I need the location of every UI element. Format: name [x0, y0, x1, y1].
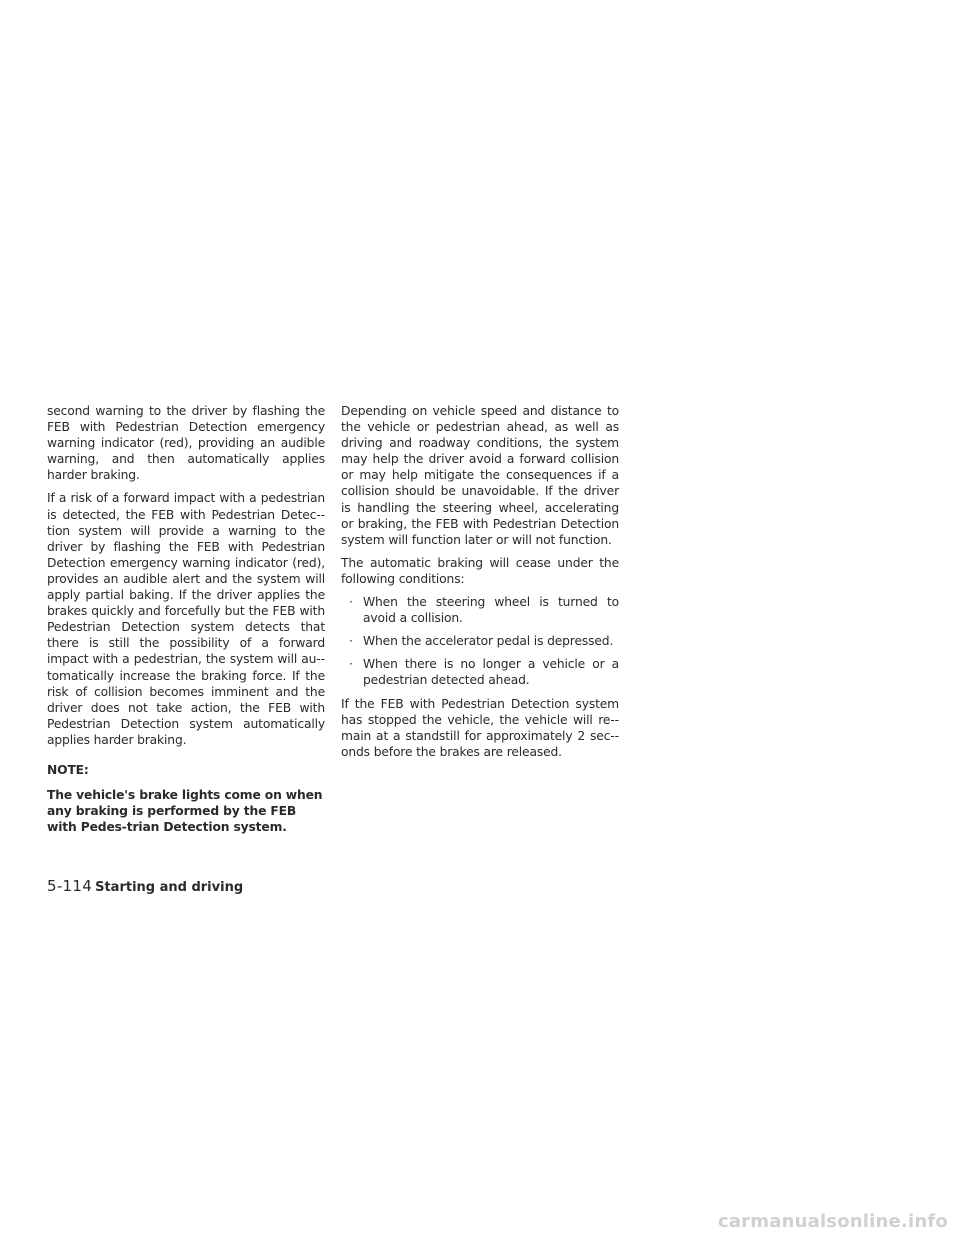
paragraph-vehicle-speed: Depending on vehicle speed and distance to the vehicle or pedestrian ahead, as well as driving and roadway conditions, the system may help the driver avoid a forward collision or may help mitigate the consequences if a collision should be unavoidable. If the driver is handling the steering wheel, accelerating or braking, the FEB with Pedestrian Detection system will function later or will not function. [341, 404, 619, 547]
paragraph-second-warning: second warning to the driver by flashing the FEB with Pedestrian Detection emergency warning indicator (red), providing an audible warning, and then automatically applies harder braking. [47, 404, 325, 483]
bullet-dot: · [349, 634, 353, 649]
page-number: 5-114 [47, 877, 93, 895]
page-footer [47, 877, 243, 895]
list-item [341, 633, 619, 649]
list-item [341, 594, 619, 626]
note-heading: NOTE: [47, 762, 89, 777]
paragraph-braking-cease: The automatic braking will cease under the following conditions: [341, 555, 619, 586]
condition-text: When the steering wheel is turned to avoid a collision. [363, 595, 619, 626]
bullet-dot: · [349, 595, 353, 610]
paragraph-pedestrian-impact: If a risk of a forward impact with a pedestrian is detected, the FEB with Pedestrian Detec-tion system will provide a warning to the driver by flashing the FEB with Pedestrian Detection emergency warning indicator (red), provides an audible alert and the system will apply partial baking. If the driver applies the brakes quickly and forcefully but the FEB with Pedestrian Detection system detects that there is still the possibility of a forward impact with a pedestrian, the system will au-tomatically increase the braking force. If the risk of collision becomes imminent and the driver does not take action, the FEB with Pedestrian Detection system automatically applies harder braking. [47, 491, 325, 747]
condition-text: When there is no longer a vehicle or a pedestrian detected ahead. [363, 657, 619, 688]
bullet-dot: · [349, 657, 353, 672]
left-column [47, 403, 325, 835]
condition-text: When the accelerator pedal is depressed. [363, 634, 614, 649]
section-title: Starting and driving [95, 880, 244, 895]
note-body: The vehicle's brake lights come on when any braking is performed by the FEB with Pedes-trian Detection system. [47, 788, 323, 835]
list-item [341, 656, 619, 688]
watermark: carmanualsonline.info [717, 1211, 948, 1232]
conditions-list [341, 594, 619, 688]
paragraph-standstill: If the FEB with Pedestrian Detection system has stopped the vehicle, the vehicle will re-main at a standstill for approximately 2 sec-onds before the brakes are released. [341, 696, 619, 759]
right-column [341, 403, 619, 767]
